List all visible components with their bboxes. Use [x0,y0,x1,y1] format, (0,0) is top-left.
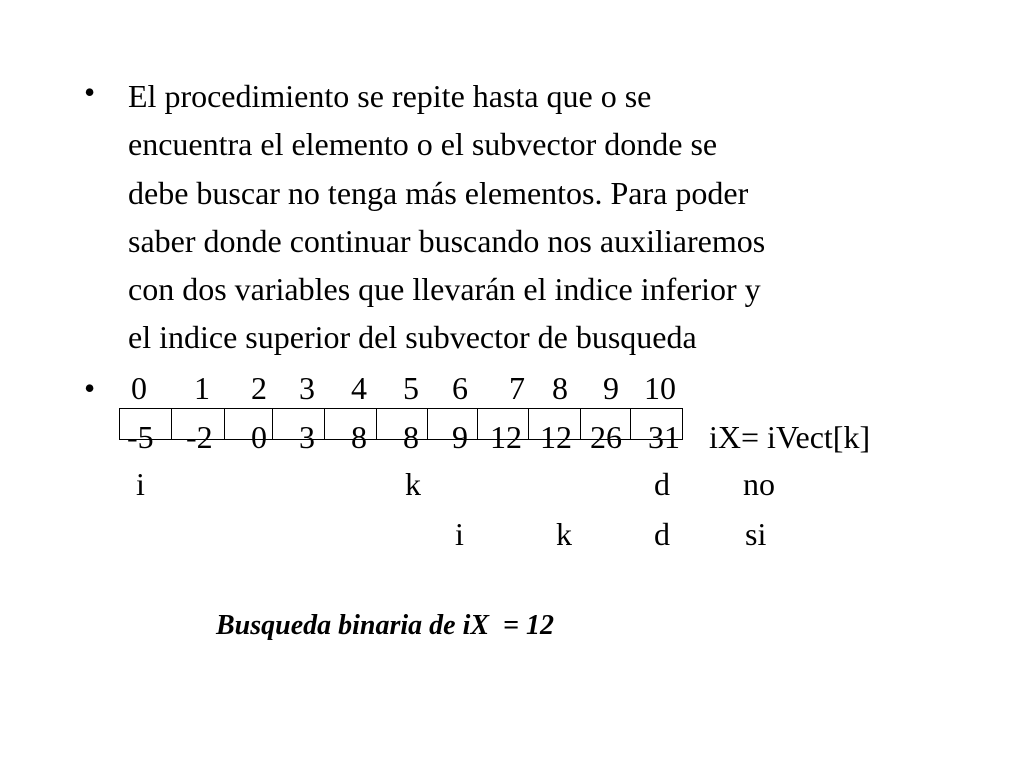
array-cell-divider [224,408,225,440]
paragraph-line: el indice superior del subvector de busqueda [128,319,697,356]
array-value: 3 [299,419,315,455]
array-index: 1 [194,370,210,406]
array-index: 4 [351,370,367,406]
array-value: -5 [127,419,154,455]
array-index: 2 [251,370,267,406]
array-value: 12 [490,419,522,455]
bullet-marker: • [84,74,96,110]
lower-index-marker: i [455,516,464,552]
array-value: 31 [648,419,680,455]
array-index: 6 [452,370,468,406]
array-cell-divider [427,408,428,440]
paragraph-line: El procedimiento se repite hasta que o se [128,78,652,114]
array-value: 9 [452,419,468,455]
paragraph-line: saber donde continuar buscando nos auxiliaremos [128,222,766,259]
figure-caption: Busqueda binaria de iX = 12 [216,610,555,641]
array-cell-divider [324,408,325,440]
array-cell-divider [171,408,172,440]
middle-index-marker: k [556,516,572,552]
lower-index-marker: i [136,466,145,502]
array-index: 3 [299,370,315,406]
upper-index-marker: d [654,516,670,552]
array-index: 5 [403,370,419,406]
step-result: no [743,466,775,502]
array-index: 9 [603,370,619,406]
upper-index-marker: d [654,466,670,502]
step-result: si [745,516,767,552]
bullet-marker: • [84,370,96,406]
paragraph-line: encuentra el elemento o el subvector donde se [128,126,718,163]
array-cell-divider [528,408,529,440]
array-cell-divider [630,408,631,440]
array-value: 8 [351,419,367,455]
array-cell-divider [580,408,581,440]
array-value: 12 [540,419,572,455]
array-value: -2 [186,419,213,455]
middle-index-marker: k [405,466,421,502]
array-cell-divider [376,408,377,440]
array-index: 10 [644,370,676,406]
array-index: 0 [131,370,147,406]
array-value: 26 [590,419,622,455]
condition-label: iX= iVect[k] [709,419,871,455]
array-cell-divider [477,408,478,440]
paragraph-line: debe buscar no tenga más elementos. Para poder [128,174,749,211]
array-index: 8 [552,370,568,406]
bullet-paragraph [128,72,978,362]
array-index: 7 [509,370,525,406]
paragraph-line: con dos variables que llevarán el indice inferior y [128,271,761,308]
array-cell-divider [272,408,273,440]
array-value: 8 [403,419,419,455]
array-value: 0 [251,419,267,455]
